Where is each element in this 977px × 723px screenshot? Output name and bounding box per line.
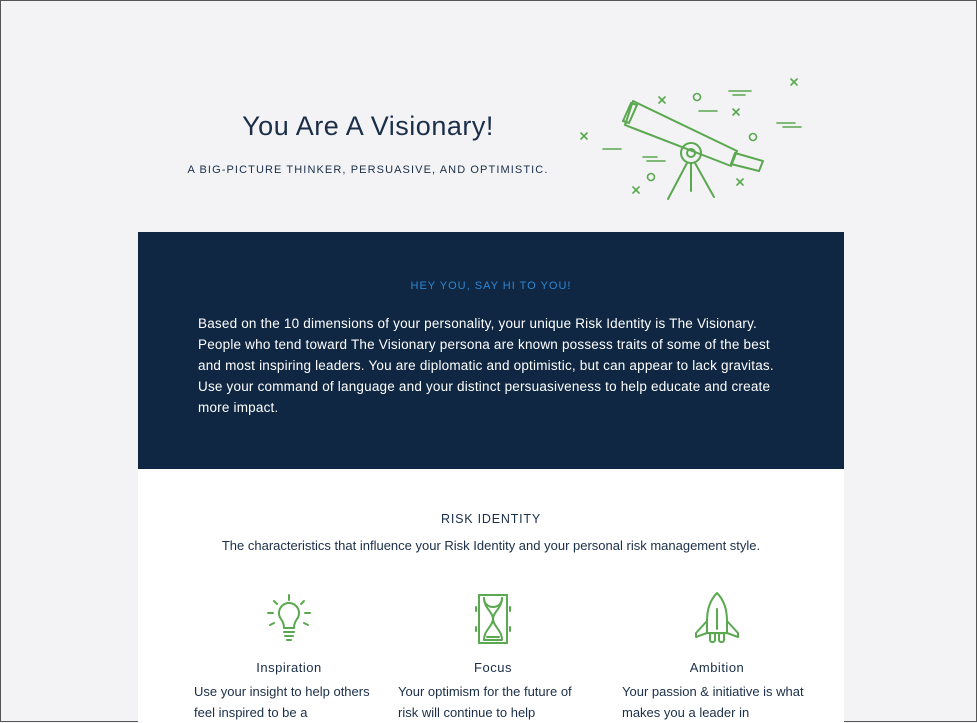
- rocket-icon: [687, 589, 747, 649]
- trait-inspiration: [194, 589, 384, 723]
- trait-description: Your passion & initiative is what makes you a leader in: [622, 684, 804, 720]
- telescope-icon: [573, 71, 809, 211]
- trait-title: Ambition: [689, 660, 745, 675]
- risk-identity-subheading: The characteristics that influence your Risk Identity and your personal risk management style.: [221, 538, 761, 553]
- hourglass-icon: [463, 589, 523, 649]
- risk-identity-heading: RISK IDENTITY: [441, 512, 541, 526]
- intro-body: Based on the 10 dimensions of your personality, your unique Risk Identity is The Visionary. People who tend toward The Visionary persona are known possess traits of some of the best and most inspiring leaders. You are diplomatic and optimistic, but can appear to lack gravitas. Use your command of language and your distinct persuasiveness to help educate and create more impact.: [198, 316, 774, 415]
- lightbulb-icon: [259, 589, 319, 649]
- trait-title: Inspiration: [256, 660, 322, 675]
- trait-focus: [398, 589, 588, 723]
- hero-section: [1, 1, 976, 232]
- page-title: You Are A Visionary!: [242, 111, 494, 141]
- page-subtitle: A BIG-PICTURE THINKER, PERSUASIVE, AND OPTIMISTIC.: [187, 164, 549, 176]
- trait-ambition: [622, 589, 812, 723]
- risk-identity-section: [138, 469, 844, 723]
- trait-description: Your optimism for the future of risk will continue to help: [398, 684, 572, 720]
- trait-description: Use your insight to help others feel inspired to be a: [194, 684, 370, 720]
- trait-title: Focus: [474, 660, 512, 675]
- intro-section: [138, 232, 844, 469]
- intro-eyebrow: HEY YOU, SAY HI TO YOU!: [410, 280, 572, 292]
